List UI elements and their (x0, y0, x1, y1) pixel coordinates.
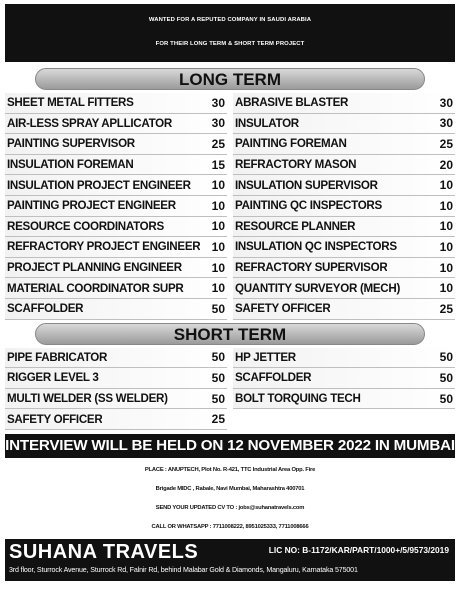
job-quantity: 25 (211, 412, 225, 427)
job-title: INSULATION PROJECT ENGINEER (7, 178, 191, 192)
job-row (233, 389, 455, 410)
job-row (5, 114, 227, 135)
job-row (233, 196, 455, 217)
job-title: PAINTING SUPERVISOR (7, 137, 135, 151)
job-row (233, 134, 455, 155)
job-quantity: 10 (211, 219, 225, 234)
job-quantity: 50 (439, 370, 453, 385)
job-row (233, 299, 455, 320)
job-quantity: 10 (211, 281, 225, 296)
job-quantity: 50 (439, 350, 453, 365)
job-row (233, 237, 455, 258)
job-quantity: 30 (439, 116, 453, 131)
job-row (5, 155, 227, 176)
job-row (5, 389, 227, 410)
job-title: INSULATION FOREMAN (7, 158, 134, 172)
job-quantity: 25 (439, 301, 453, 316)
job-title: PROJECT PLANNING ENGINEER (7, 261, 182, 275)
job-quantity: 25 (211, 136, 225, 151)
job-row (233, 258, 455, 279)
job-title: SAFETY OFFICER (235, 302, 331, 316)
job-quantity: 50 (211, 391, 225, 406)
job-title: QUANTITY SURVEYOR (MECH) (235, 281, 401, 295)
short-term-right-column (233, 348, 455, 430)
job-row (5, 258, 227, 279)
short-term-heading: SHORT TERM (35, 323, 425, 345)
job-quantity: 10 (439, 260, 453, 275)
job-title: PAINTING QC INSPECTORS (235, 199, 382, 213)
place-line-1: PLACE : ANUPTECH, Plot No. R-421, TTC Industrial Area Opp. Fire (144, 466, 316, 473)
job-title: RESOURCE PLANNER (235, 219, 356, 233)
brand-name: SUHANA TRAVELS (9, 540, 199, 563)
header-banner (5, 4, 455, 62)
job-title: AIR-LESS SPRAY APLLICATOR (7, 116, 172, 130)
job-row (233, 155, 455, 176)
job-row (5, 196, 227, 217)
phone-line: CALL OR WHATSAPP : 7711008222, 8951025333, 7711008666 (151, 523, 309, 530)
job-title: SCAFFOLDER (7, 302, 84, 316)
job-row (5, 237, 227, 258)
job-title: BOLT TORQUING TECH (235, 392, 361, 406)
job-title: PIPE FABRICATOR (7, 350, 108, 364)
job-row (233, 114, 455, 135)
job-row (233, 217, 455, 238)
place-line-2: Brigade MIDC , Rabale, Navi Mumbai, Maharashtra 400701 (155, 485, 305, 492)
job-row (233, 93, 455, 114)
job-quantity: 10 (439, 219, 453, 234)
job-title: RESOURCE COORDINATORS (7, 219, 164, 233)
long-term-heading: LONG TERM (35, 68, 425, 90)
job-quantity: 10 (439, 198, 453, 213)
job-quantity: 10 (439, 239, 453, 254)
job-quantity: 10 (211, 178, 225, 193)
job-row (5, 409, 227, 430)
job-row (233, 368, 455, 389)
job-row (5, 93, 227, 114)
contact-block (5, 458, 455, 537)
job-quantity: 10 (439, 178, 453, 193)
job-quantity: 20 (439, 157, 453, 172)
job-title: MATERIAL COORDINATOR SUPR (7, 281, 184, 295)
cv-email-line: SEND YOUR UPDATED CV TO : jobs@suhanatravels.com (155, 504, 305, 511)
job-quantity: 10 (211, 239, 225, 254)
job-row (5, 134, 227, 155)
job-title: INSULATION SUPERVISOR (235, 178, 378, 192)
job-title: INSULATION QC INSPECTORS (235, 240, 397, 254)
short-term-left-column (5, 348, 227, 430)
long-term-grid (5, 93, 455, 320)
job-title: INSULATOR (235, 116, 299, 130)
interview-banner: INTERVIEW WILL BE HELD ON 12 NOVEMBER 2022 IN MUMBAI (5, 434, 455, 458)
job-title: ABRASIVE BLASTER (235, 96, 349, 110)
job-row (5, 299, 227, 320)
job-title: SCAFFOLDER (235, 371, 312, 385)
job-title: REFRACTORY PROJECT ENGINEER (7, 240, 201, 254)
header-line-2: FOR THEIR LONG TERM & SHORT TERM PROJECT (155, 41, 305, 47)
job-row (5, 217, 227, 238)
job-row (5, 278, 227, 299)
job-row (233, 175, 455, 196)
job-quantity: 10 (439, 281, 453, 296)
job-quantity: 15 (211, 157, 225, 172)
job-quantity: 10 (211, 198, 225, 213)
job-quantity: 50 (211, 350, 225, 365)
job-quantity: 30 (439, 95, 453, 110)
short-term-grid (5, 348, 455, 430)
job-quantity: 50 (211, 370, 225, 385)
job-title: HP JETTER (235, 350, 296, 364)
header-line-1: WANTED FOR A REPUTED COMPANY IN SAUDI ARABIA (148, 17, 312, 23)
job-row (233, 278, 455, 299)
job-title: REFRACTORY SUPERVISOR (235, 261, 388, 275)
long-term-left-column (5, 93, 227, 320)
job-title: SHEET METAL FITTERS (7, 96, 134, 110)
job-quantity: 10 (211, 260, 225, 275)
job-title: PAINTING FOREMAN (235, 137, 347, 151)
job-title: SAFETY OFFICER (7, 412, 103, 426)
footer-banner (5, 539, 455, 581)
job-title: MULTI WELDER (SS WELDER) (7, 392, 168, 406)
job-row (5, 348, 227, 369)
job-row (5, 368, 227, 389)
job-quantity: 30 (211, 116, 225, 131)
long-term-right-column (233, 93, 455, 320)
job-title: RIGGER LEVEL 3 (7, 371, 99, 385)
job-quantity: 30 (211, 95, 225, 110)
job-quantity: 50 (439, 391, 453, 406)
job-quantity: 50 (211, 301, 225, 316)
job-title: PAINTING PROJECT ENGINEER (7, 199, 176, 213)
license-number: LIC NO: B-1172/KAR/PART/1000+/5/9573/2019 (268, 544, 449, 555)
footer-address: 3rd floor, Sturrock Avenue, Sturrock Rd, Falnir Rd, behind Malabar Gold & Diamonds, Mangaluru, Karnataka 575001 (9, 565, 358, 574)
job-row (5, 175, 227, 196)
job-quantity: 25 (439, 136, 453, 151)
job-row (233, 348, 455, 369)
job-title: REFRACTORY MASON (235, 158, 357, 172)
